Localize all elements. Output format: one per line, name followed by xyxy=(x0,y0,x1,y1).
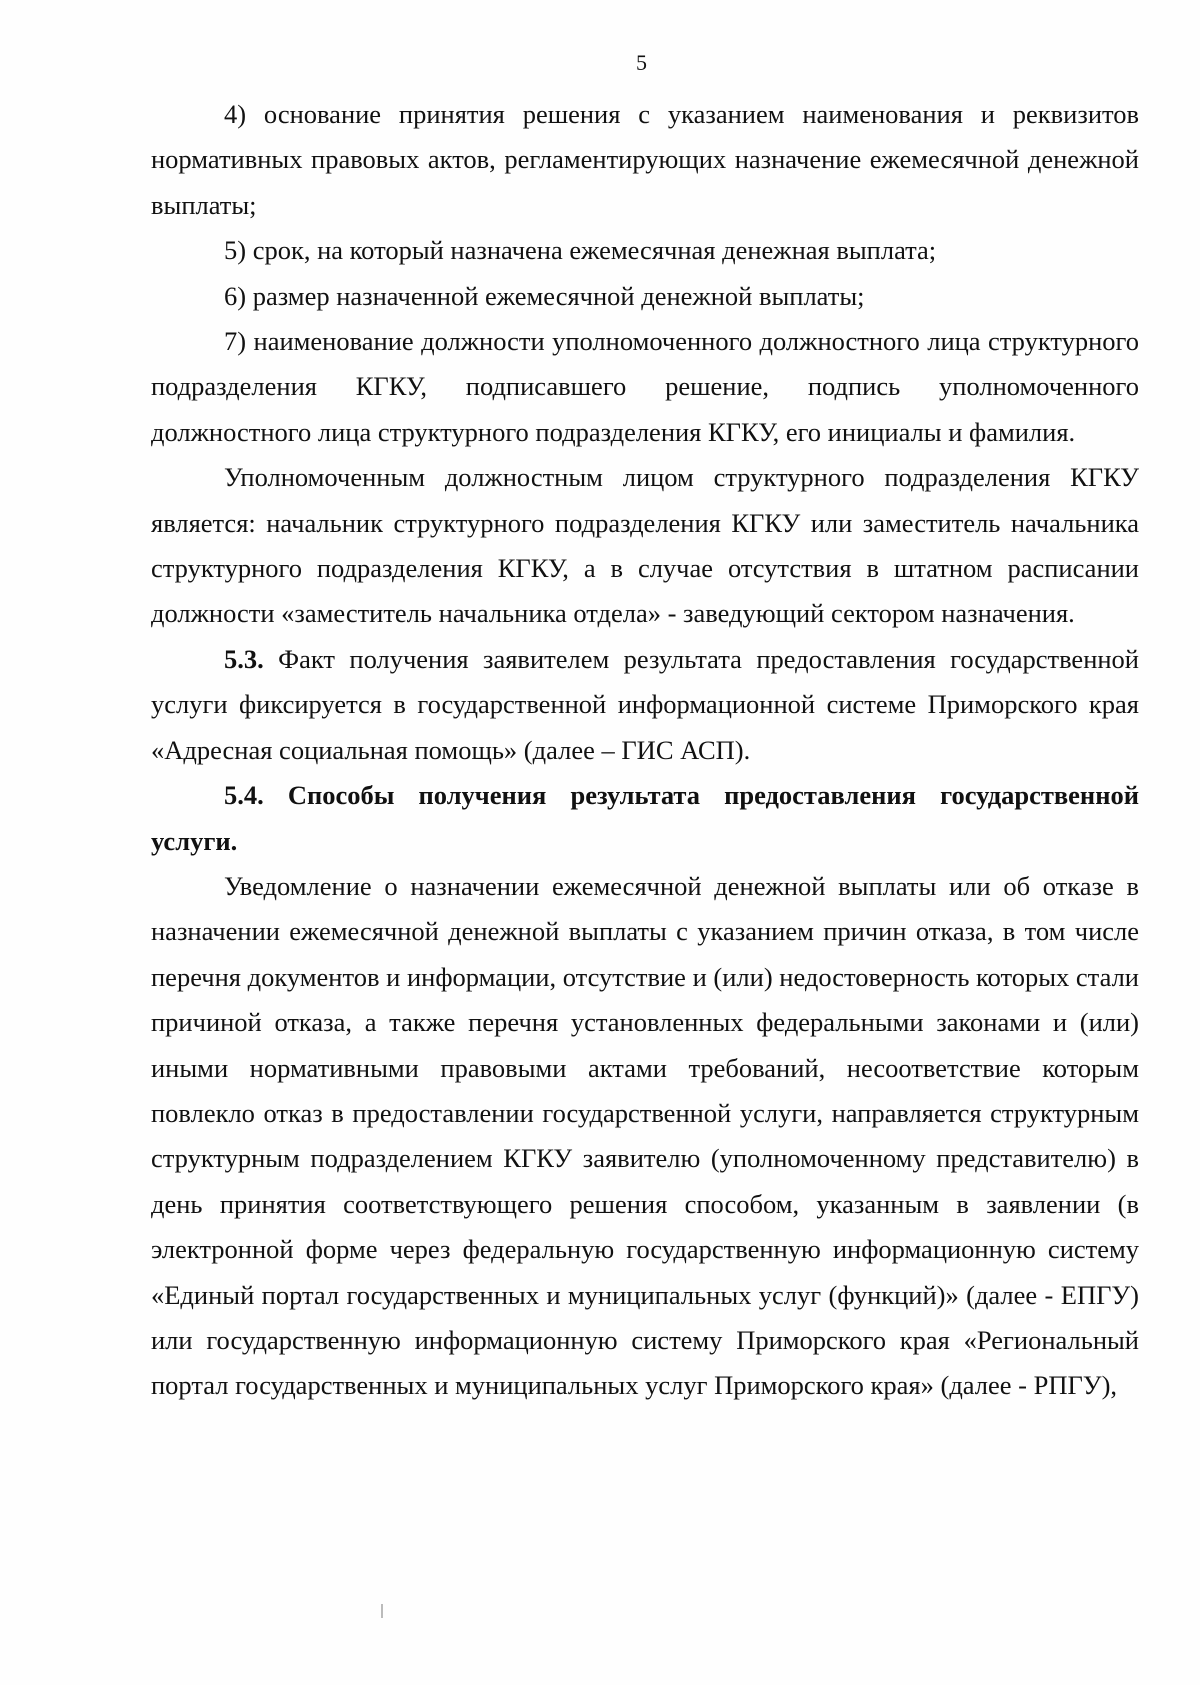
document-body xyxy=(151,92,1139,1409)
paragraph-item-5: 5) срок, на который назначена ежемесячная денежная выплата; xyxy=(224,235,937,266)
section-number-5-3: 5.3. xyxy=(224,643,264,674)
paragraph-item-4: 4) основание принятия решения с указанием наименования и реквизитов нормативных правовых актов, регламентирующих назначение ежемесячной денежной выплаты; xyxy=(151,99,1139,220)
paragraph-authorized-official: Уполномоченным должностным лицом структурного подразделения КГКУ является: начальник структурного подразделения КГКУ или заместитель начальника структурного подразделения КГКУ, а в случае отсутствия в штатном расписании должности «заместитель начальника отдела» - заведующий сектором назначения. xyxy=(151,462,1139,629)
paragraph-item-7: 7) наименование должности уполномоченного должностного лица структурного подразделения КГКУ, подписавшего решение, подпись уполномоченного должностного лица структурного подразделения КГКУ, его инициалы и фамилия. xyxy=(151,326,1139,447)
scan-artifact-mark xyxy=(381,1604,383,1618)
paragraph-section-5-3 xyxy=(151,637,1139,773)
paragraph-item-6: 6) размер назначенной ежемесячной денежной выплаты; xyxy=(224,280,865,311)
paragraph-notification: Уведомление о назначении ежемесячной денежной выплаты или об отказе в назначении ежемесячной денежной выплаты с указанием причин отказа, в том числе перечня документов и информации, отсутствие и (или) недостоверность которых стали причиной отказа, а также перечня установленных федеральными законами и (или) иными нормативными правовыми актами требований, несоответствие которым повлекло отказ в предоставлении государственной услуги, направляется структурным структурным подразделением КГКУ заявителю (уполномоченному представителю) в день принятия соответствующего решения способом, указанным в заявлении (в электронной форме через федеральную государственную информационную систему «Единый портал государственных и муниципальных услуг (функций)» (далее - ЕПГУ) или государственную информационную систему Приморского края «Региональный портал государственных и муниципальных услуг Приморского края» (далее - РПГУ), xyxy=(151,870,1139,1401)
section-5-3-text: Факт получения заявителем результата предоставления государственной услуги фиксируется в государственной информационной системе Приморского края «Адресная социальная помощь» (далее – ГИС АСП). xyxy=(151,643,1139,765)
page-number: 5 xyxy=(636,50,647,75)
section-heading-5-4-text: 5.4. Способы получения результата предоставления государственной услуги. xyxy=(151,780,1139,856)
section-heading-5-4 xyxy=(151,773,1139,864)
